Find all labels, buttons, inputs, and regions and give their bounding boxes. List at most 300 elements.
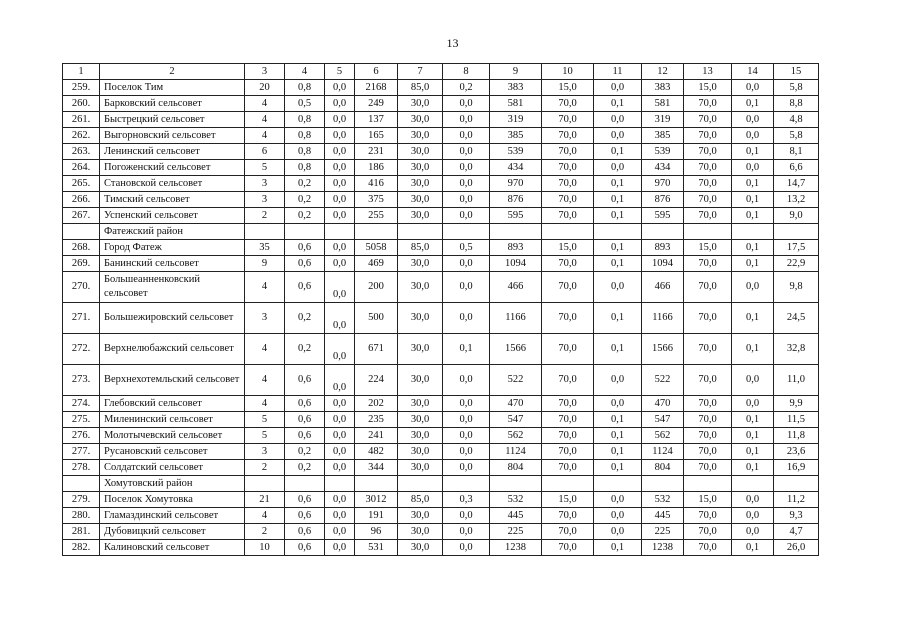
value-cell: 1238 bbox=[642, 540, 684, 556]
value-cell bbox=[325, 476, 355, 492]
value-cell: 434 bbox=[642, 160, 684, 176]
value-cell: 70,0 bbox=[542, 112, 594, 128]
value-cell: 200 bbox=[355, 272, 398, 303]
value-cell: 5 bbox=[245, 160, 285, 176]
row-number-cell: 271. bbox=[63, 303, 100, 334]
value-cell: 5 bbox=[245, 428, 285, 444]
value-cell: 0,1 bbox=[732, 144, 774, 160]
value-cell: 383 bbox=[642, 80, 684, 96]
value-cell bbox=[774, 224, 819, 240]
name-cell: Глебовский сельсовет bbox=[100, 396, 245, 412]
value-cell: 0,0 bbox=[325, 444, 355, 460]
value-cell: 0,0 bbox=[732, 128, 774, 144]
value-cell: 0,3 bbox=[443, 492, 490, 508]
value-cell: 0,0 bbox=[443, 540, 490, 556]
value-cell: 0,0 bbox=[443, 208, 490, 224]
value-cell: 500 bbox=[355, 303, 398, 334]
value-cell: 26,0 bbox=[774, 540, 819, 556]
value-cell: 0,2 bbox=[443, 80, 490, 96]
value-cell: 0,0 bbox=[443, 365, 490, 396]
header-cell: 1 bbox=[63, 64, 100, 80]
value-cell: 11,8 bbox=[774, 428, 819, 444]
value-cell: 191 bbox=[355, 508, 398, 524]
value-cell bbox=[684, 224, 732, 240]
table-row bbox=[63, 412, 819, 428]
value-cell: 0,1 bbox=[732, 192, 774, 208]
value-cell: 16,9 bbox=[774, 460, 819, 476]
value-cell: 249 bbox=[355, 96, 398, 112]
value-cell: 0,0 bbox=[325, 80, 355, 96]
value-cell: 15,0 bbox=[684, 240, 732, 256]
row-number-cell: 265. bbox=[63, 176, 100, 192]
value-cell: 0,1 bbox=[594, 460, 642, 476]
value-cell bbox=[398, 224, 443, 240]
name-cell: Становской сельсовет bbox=[100, 176, 245, 192]
value-cell: 9,8 bbox=[774, 272, 819, 303]
value-cell: 0,0 bbox=[325, 272, 355, 303]
value-cell bbox=[245, 224, 285, 240]
row-number-cell: 281. bbox=[63, 524, 100, 540]
value-cell: 70,0 bbox=[684, 396, 732, 412]
value-cell: 4 bbox=[245, 96, 285, 112]
value-cell: 30,0 bbox=[398, 112, 443, 128]
value-cell: 30,0 bbox=[398, 96, 443, 112]
value-cell: 70,0 bbox=[684, 303, 732, 334]
value-cell: 8,1 bbox=[774, 144, 819, 160]
value-cell: 0,0 bbox=[443, 144, 490, 160]
data-table bbox=[62, 63, 819, 556]
value-cell: 0,8 bbox=[285, 144, 325, 160]
value-cell: 0,0 bbox=[325, 396, 355, 412]
value-cell: 15,0 bbox=[542, 240, 594, 256]
name-cell: Хомутовский район bbox=[100, 476, 245, 492]
row-number-cell: 273. bbox=[63, 365, 100, 396]
value-cell: 35 bbox=[245, 240, 285, 256]
row-number-cell: 260. bbox=[63, 96, 100, 112]
value-cell: 2168 bbox=[355, 80, 398, 96]
value-cell: 0,0 bbox=[594, 524, 642, 540]
value-cell: 0,8 bbox=[285, 80, 325, 96]
value-cell: 225 bbox=[490, 524, 542, 540]
value-cell: 0,1 bbox=[732, 444, 774, 460]
value-cell: 30,0 bbox=[398, 272, 443, 303]
value-cell: 0,5 bbox=[285, 96, 325, 112]
value-cell: 70,0 bbox=[684, 334, 732, 365]
value-cell: 0,6 bbox=[285, 396, 325, 412]
value-cell: 30,0 bbox=[398, 208, 443, 224]
value-cell: 30,0 bbox=[398, 256, 443, 272]
value-cell: 466 bbox=[490, 272, 542, 303]
header-cell: 13 bbox=[684, 64, 732, 80]
value-cell: 70,0 bbox=[684, 524, 732, 540]
name-cell: Калиновский сельсовет bbox=[100, 540, 245, 556]
value-cell: 0,5 bbox=[443, 240, 490, 256]
name-cell: Большежировский сельсовет bbox=[100, 303, 245, 334]
value-cell: 0,1 bbox=[594, 240, 642, 256]
name-cell: Выгорновский сельсовет bbox=[100, 128, 245, 144]
value-cell: 0,0 bbox=[443, 412, 490, 428]
table-row bbox=[63, 492, 819, 508]
value-cell: 0,1 bbox=[732, 240, 774, 256]
value-cell: 0,6 bbox=[285, 540, 325, 556]
table-row bbox=[63, 508, 819, 524]
value-cell: 0,0 bbox=[325, 240, 355, 256]
value-cell: 0,8 bbox=[285, 128, 325, 144]
value-cell: 70,0 bbox=[542, 444, 594, 460]
value-cell: 375 bbox=[355, 192, 398, 208]
value-cell: 470 bbox=[642, 396, 684, 412]
value-cell: 562 bbox=[490, 428, 542, 444]
value-cell: 0,0 bbox=[594, 112, 642, 128]
row-number-cell: 269. bbox=[63, 256, 100, 272]
value-cell: 0,0 bbox=[594, 160, 642, 176]
value-cell: 0,0 bbox=[325, 412, 355, 428]
value-cell: 0,0 bbox=[325, 96, 355, 112]
table-row bbox=[63, 256, 819, 272]
value-cell: 30,0 bbox=[398, 128, 443, 144]
value-cell: 0,1 bbox=[594, 96, 642, 112]
value-cell: 0,0 bbox=[325, 365, 355, 396]
value-cell bbox=[443, 224, 490, 240]
value-cell: 581 bbox=[490, 96, 542, 112]
value-cell: 70,0 bbox=[542, 96, 594, 112]
value-cell: 0,6 bbox=[285, 412, 325, 428]
value-cell: 4,7 bbox=[774, 524, 819, 540]
value-cell: 0,1 bbox=[732, 412, 774, 428]
value-cell: 547 bbox=[642, 412, 684, 428]
value-cell: 30,0 bbox=[398, 144, 443, 160]
row-number-cell: 261. bbox=[63, 112, 100, 128]
table-row bbox=[63, 224, 819, 240]
value-cell: 0,0 bbox=[325, 192, 355, 208]
value-cell: 595 bbox=[490, 208, 542, 224]
row-number-cell: 264. bbox=[63, 160, 100, 176]
value-cell: 0,0 bbox=[594, 492, 642, 508]
value-cell: 30,0 bbox=[398, 160, 443, 176]
table-row bbox=[63, 160, 819, 176]
value-cell: 85,0 bbox=[398, 492, 443, 508]
row-number-cell: 277. bbox=[63, 444, 100, 460]
value-cell: 893 bbox=[490, 240, 542, 256]
value-cell: 0,0 bbox=[443, 303, 490, 334]
value-cell: 0,0 bbox=[594, 508, 642, 524]
value-cell: 0,0 bbox=[594, 272, 642, 303]
value-cell: 0,0 bbox=[732, 492, 774, 508]
value-cell bbox=[490, 476, 542, 492]
table-row bbox=[63, 334, 819, 365]
value-cell: 0,0 bbox=[732, 160, 774, 176]
value-cell: 70,0 bbox=[542, 208, 594, 224]
value-cell: 1094 bbox=[490, 256, 542, 272]
name-cell: Солдатский сельсовет bbox=[100, 460, 245, 476]
header-cell: 5 bbox=[325, 64, 355, 80]
value-cell: 0,6 bbox=[285, 428, 325, 444]
row-number-cell: 262. bbox=[63, 128, 100, 144]
value-cell: 0,0 bbox=[732, 112, 774, 128]
table-row bbox=[63, 303, 819, 334]
value-cell: 4 bbox=[245, 508, 285, 524]
value-cell: 70,0 bbox=[542, 365, 594, 396]
value-cell: 0,0 bbox=[325, 176, 355, 192]
row-number-cell: 266. bbox=[63, 192, 100, 208]
value-cell bbox=[443, 476, 490, 492]
value-cell: 15,0 bbox=[684, 80, 732, 96]
row-number-cell: 280. bbox=[63, 508, 100, 524]
row-number-cell: 259. bbox=[63, 80, 100, 96]
value-cell: 970 bbox=[642, 176, 684, 192]
value-cell: 70,0 bbox=[542, 303, 594, 334]
value-cell bbox=[285, 224, 325, 240]
value-cell: 5,8 bbox=[774, 128, 819, 144]
value-cell: 1566 bbox=[642, 334, 684, 365]
value-cell: 4 bbox=[245, 272, 285, 303]
value-cell: 4 bbox=[245, 112, 285, 128]
value-cell: 0,1 bbox=[732, 334, 774, 365]
name-cell: Банинский сельсовет bbox=[100, 256, 245, 272]
value-cell: 470 bbox=[490, 396, 542, 412]
table-row bbox=[63, 396, 819, 412]
name-cell: Успенский сельсовет bbox=[100, 208, 245, 224]
value-cell: 3 bbox=[245, 444, 285, 460]
value-cell: 30,0 bbox=[398, 365, 443, 396]
value-cell: 0,0 bbox=[443, 96, 490, 112]
value-cell: 235 bbox=[355, 412, 398, 428]
value-cell: 70,0 bbox=[542, 144, 594, 160]
name-cell: Поселок Тим bbox=[100, 80, 245, 96]
value-cell: 85,0 bbox=[398, 240, 443, 256]
value-cell: 671 bbox=[355, 334, 398, 365]
value-cell: 0,6 bbox=[285, 365, 325, 396]
value-cell: 8,8 bbox=[774, 96, 819, 112]
value-cell: 1166 bbox=[642, 303, 684, 334]
value-cell: 30,0 bbox=[398, 412, 443, 428]
table-row bbox=[63, 476, 819, 492]
name-cell: Ленинский сельсовет bbox=[100, 144, 245, 160]
value-cell: 0,0 bbox=[325, 112, 355, 128]
value-cell: 30,0 bbox=[398, 428, 443, 444]
value-cell: 30,0 bbox=[398, 444, 443, 460]
value-cell: 70,0 bbox=[542, 396, 594, 412]
value-cell bbox=[732, 476, 774, 492]
table-row bbox=[63, 80, 819, 96]
header-cell: 7 bbox=[398, 64, 443, 80]
value-cell: 0,0 bbox=[325, 508, 355, 524]
value-cell: 0,0 bbox=[325, 428, 355, 444]
value-cell: 17,5 bbox=[774, 240, 819, 256]
value-cell: 0,2 bbox=[285, 192, 325, 208]
table-body bbox=[63, 80, 819, 556]
header-row bbox=[63, 64, 819, 80]
value-cell: 0,2 bbox=[285, 208, 325, 224]
name-cell: Поселок Хомутовка bbox=[100, 492, 245, 508]
value-cell: 0,0 bbox=[443, 272, 490, 303]
value-cell: 30,0 bbox=[398, 524, 443, 540]
value-cell: 0,1 bbox=[732, 176, 774, 192]
value-cell: 0,1 bbox=[594, 208, 642, 224]
header-cell: 6 bbox=[355, 64, 398, 80]
name-cell: Большеанненковский сельсовет bbox=[100, 272, 245, 303]
value-cell: 531 bbox=[355, 540, 398, 556]
value-cell bbox=[642, 224, 684, 240]
row-number-cell bbox=[63, 476, 100, 492]
value-cell: 70,0 bbox=[542, 272, 594, 303]
value-cell: 4 bbox=[245, 365, 285, 396]
value-cell: 319 bbox=[642, 112, 684, 128]
value-cell: 581 bbox=[642, 96, 684, 112]
value-cell: 96 bbox=[355, 524, 398, 540]
value-cell: 0,0 bbox=[443, 192, 490, 208]
value-cell: 30,0 bbox=[398, 508, 443, 524]
value-cell: 876 bbox=[490, 192, 542, 208]
row-number-cell: 270. bbox=[63, 272, 100, 303]
value-cell: 0,0 bbox=[325, 540, 355, 556]
value-cell: 0,0 bbox=[732, 508, 774, 524]
value-cell: 9 bbox=[245, 256, 285, 272]
value-cell: 469 bbox=[355, 256, 398, 272]
row-number-cell: 278. bbox=[63, 460, 100, 476]
table-row bbox=[63, 365, 819, 396]
value-cell bbox=[325, 224, 355, 240]
table-row bbox=[63, 524, 819, 540]
row-number-cell: 276. bbox=[63, 428, 100, 444]
value-cell: 11,2 bbox=[774, 492, 819, 508]
value-cell: 547 bbox=[490, 412, 542, 428]
value-cell: 0,6 bbox=[285, 492, 325, 508]
header-cell: 11 bbox=[594, 64, 642, 80]
row-number-cell: 274. bbox=[63, 396, 100, 412]
value-cell bbox=[684, 476, 732, 492]
value-cell: 15,0 bbox=[542, 492, 594, 508]
table-row bbox=[63, 444, 819, 460]
value-cell: 24,5 bbox=[774, 303, 819, 334]
value-cell: 0,0 bbox=[443, 256, 490, 272]
value-cell: 804 bbox=[642, 460, 684, 476]
value-cell: 70,0 bbox=[684, 428, 732, 444]
value-cell: 224 bbox=[355, 365, 398, 396]
value-cell: 0,8 bbox=[285, 160, 325, 176]
value-cell: 6 bbox=[245, 144, 285, 160]
value-cell: 0,1 bbox=[594, 412, 642, 428]
value-cell: 970 bbox=[490, 176, 542, 192]
table-row bbox=[63, 144, 819, 160]
value-cell: 15,0 bbox=[542, 80, 594, 96]
row-number-cell: 275. bbox=[63, 412, 100, 428]
value-cell: 70,0 bbox=[684, 365, 732, 396]
value-cell: 0,6 bbox=[285, 524, 325, 540]
value-cell: 0,0 bbox=[325, 208, 355, 224]
value-cell bbox=[245, 476, 285, 492]
value-cell: 532 bbox=[642, 492, 684, 508]
value-cell: 4,8 bbox=[774, 112, 819, 128]
value-cell: 186 bbox=[355, 160, 398, 176]
value-cell: 385 bbox=[490, 128, 542, 144]
value-cell: 522 bbox=[490, 365, 542, 396]
value-cell: 522 bbox=[642, 365, 684, 396]
value-cell: 15,0 bbox=[684, 492, 732, 508]
value-cell: 434 bbox=[490, 160, 542, 176]
value-cell: 0,2 bbox=[285, 460, 325, 476]
header-cell: 10 bbox=[542, 64, 594, 80]
value-cell: 385 bbox=[642, 128, 684, 144]
value-cell: 1124 bbox=[642, 444, 684, 460]
value-cell: 0,2 bbox=[285, 334, 325, 365]
value-cell: 70,0 bbox=[684, 444, 732, 460]
value-cell: 0,1 bbox=[594, 176, 642, 192]
value-cell: 0,0 bbox=[443, 444, 490, 460]
table-row bbox=[63, 540, 819, 556]
table-row bbox=[63, 208, 819, 224]
value-cell: 2 bbox=[245, 524, 285, 540]
row-number-cell: 279. bbox=[63, 492, 100, 508]
value-cell: 30,0 bbox=[398, 460, 443, 476]
value-cell bbox=[355, 224, 398, 240]
value-cell: 562 bbox=[642, 428, 684, 444]
value-cell: 876 bbox=[642, 192, 684, 208]
value-cell: 70,0 bbox=[684, 144, 732, 160]
value-cell: 4 bbox=[245, 396, 285, 412]
value-cell: 70,0 bbox=[542, 176, 594, 192]
value-cell: 893 bbox=[642, 240, 684, 256]
value-cell: 70,0 bbox=[542, 334, 594, 365]
value-cell bbox=[594, 224, 642, 240]
value-cell: 445 bbox=[642, 508, 684, 524]
value-cell: 13,2 bbox=[774, 192, 819, 208]
value-cell: 383 bbox=[490, 80, 542, 96]
value-cell: 0,0 bbox=[325, 256, 355, 272]
value-cell: 225 bbox=[642, 524, 684, 540]
value-cell bbox=[285, 476, 325, 492]
value-cell bbox=[490, 224, 542, 240]
value-cell: 0,1 bbox=[732, 303, 774, 334]
value-cell: 30,0 bbox=[398, 176, 443, 192]
value-cell: 70,0 bbox=[542, 412, 594, 428]
value-cell bbox=[642, 476, 684, 492]
value-cell: 0,1 bbox=[732, 96, 774, 112]
value-cell: 3 bbox=[245, 176, 285, 192]
header-cell: 12 bbox=[642, 64, 684, 80]
value-cell: 0,1 bbox=[732, 256, 774, 272]
header-cell: 2 bbox=[100, 64, 245, 80]
value-cell: 482 bbox=[355, 444, 398, 460]
value-cell: 0,0 bbox=[443, 524, 490, 540]
value-cell: 70,0 bbox=[542, 256, 594, 272]
value-cell: 0,0 bbox=[325, 524, 355, 540]
value-cell: 0,1 bbox=[594, 444, 642, 460]
value-cell: 70,0 bbox=[684, 460, 732, 476]
value-cell: 0,8 bbox=[285, 112, 325, 128]
value-cell: 0,1 bbox=[594, 256, 642, 272]
name-cell: Барковский сельсовет bbox=[100, 96, 245, 112]
row-number-cell bbox=[63, 224, 100, 240]
value-cell: 30,0 bbox=[398, 192, 443, 208]
name-cell: Русановский сельсовет bbox=[100, 444, 245, 460]
value-cell: 0,2 bbox=[285, 303, 325, 334]
value-cell: 30,0 bbox=[398, 540, 443, 556]
value-cell: 0,0 bbox=[732, 365, 774, 396]
value-cell: 0,0 bbox=[325, 492, 355, 508]
value-cell: 70,0 bbox=[542, 460, 594, 476]
value-cell: 0,1 bbox=[443, 334, 490, 365]
value-cell: 3012 bbox=[355, 492, 398, 508]
value-cell: 6,6 bbox=[774, 160, 819, 176]
value-cell: 255 bbox=[355, 208, 398, 224]
value-cell: 70,0 bbox=[684, 128, 732, 144]
value-cell: 804 bbox=[490, 460, 542, 476]
value-cell: 70,0 bbox=[684, 208, 732, 224]
table-header bbox=[63, 64, 819, 80]
value-cell: 0,1 bbox=[594, 144, 642, 160]
value-cell: 70,0 bbox=[684, 272, 732, 303]
